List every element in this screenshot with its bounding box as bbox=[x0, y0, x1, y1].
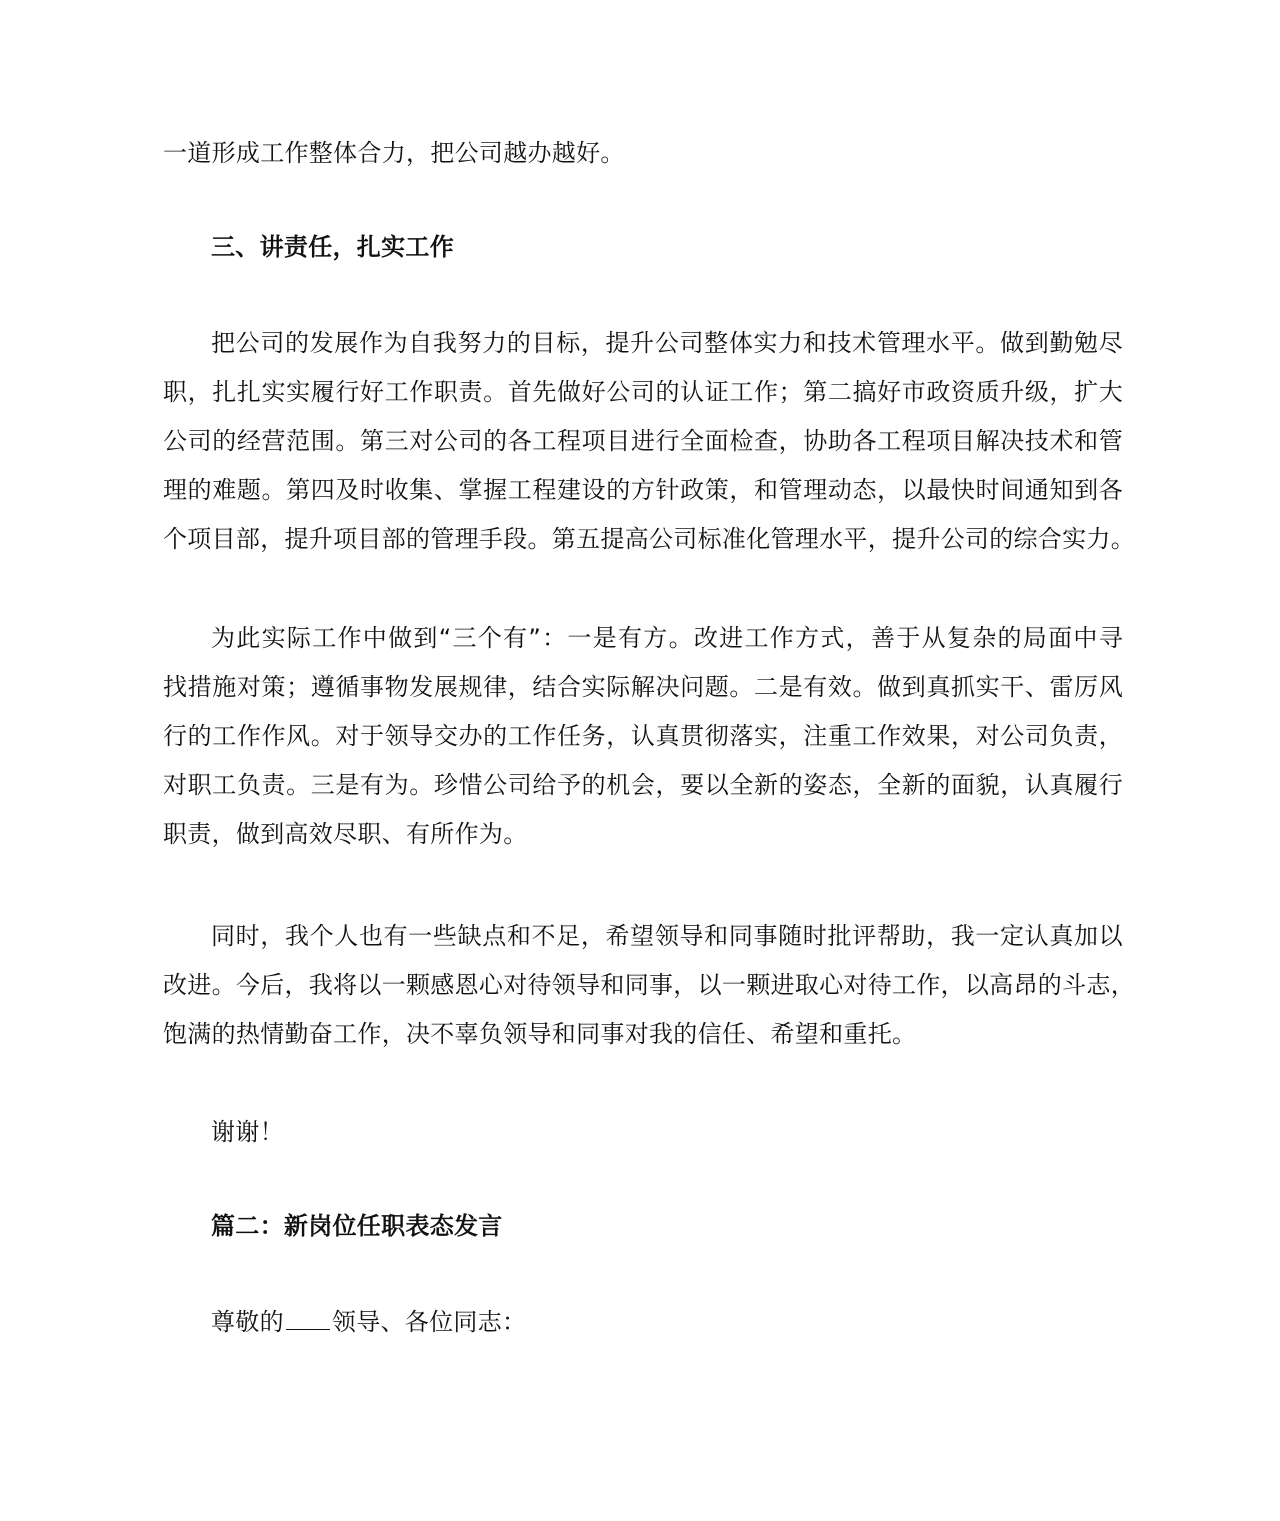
thanks-text: 谢谢！ bbox=[211, 1118, 284, 1146]
text-line: 饱满的热情勤奋工作，决不辜负领导和同事对我的信任、希望和重托。 bbox=[163, 1020, 917, 1048]
text-line: 职责，做到高效尽职、有所作为。 bbox=[163, 820, 528, 848]
text-line: 同时，我个人也有一些缺点和不足，希望领导和同事随时批评帮助，我一定认真加以 bbox=[211, 922, 1123, 950]
salutation-line bbox=[163, 1298, 1123, 1347]
paragraph-shortcomings bbox=[163, 912, 1135, 1059]
paragraph-three-haves bbox=[163, 614, 1123, 859]
section-heading bbox=[163, 223, 1123, 272]
thanks-paragraph bbox=[163, 1108, 1123, 1157]
part2-heading bbox=[163, 1202, 1123, 1251]
heading-text: 三、讲责任，扎实工作 bbox=[211, 233, 454, 261]
text-line: 公司的经营范围。第三对公司的各工程项目进行全面检查，协助各工程项目解决技术和管 bbox=[163, 427, 1123, 455]
text-line: 对职工负责。三是有为。珍惜公司给予的机会，要以全新的姿态，全新的面貌，认真履行 bbox=[163, 771, 1123, 799]
paragraph-responsibility bbox=[163, 319, 1135, 564]
text-line: 一道形成工作整体合力，把公司越办越好。 bbox=[163, 139, 625, 167]
text-line: 个项目部，提升项目部的管理手段。第五提高公司标准化管理水平，提升公司的综合实力。 bbox=[163, 525, 1135, 553]
text-line: 把公司的发展作为自我努力的目标，提升公司整体实力和技术管理水平。做到勤勉尽 bbox=[211, 329, 1123, 357]
fill-in-blank bbox=[286, 1299, 330, 1330]
text-line: 改进。今后，我将以一颗感恩心对待领导和同事，以一颗进取心对待工作，以高昂的斗志， bbox=[163, 971, 1135, 999]
heading-text: 篇二：新岗位任职表态发言 bbox=[211, 1212, 503, 1240]
salutation-suffix: 领导、各位同志： bbox=[331, 1308, 527, 1336]
text-line: 行的工作作风。对于领导交办的工作任务，认真贯彻落实，注重工作效果，对公司负责， bbox=[163, 722, 1123, 750]
text-line: 为此实际工作中做到“三个有”：一是有方。改进工作方式，善于从复杂的局面中寻 bbox=[211, 624, 1123, 652]
text-line: 找措施对策；遵循事物发展规律，结合实际解决问题。二是有效。做到真抓实干、雷厉风 bbox=[163, 673, 1123, 701]
text-line: 理的难题。第四及时收集、掌握工程建设的方针政策，和管理动态，以最快时间通知到各 bbox=[163, 476, 1123, 504]
text-line: 职，扎扎实实履行好工作职责。首先做好公司的认证工作；第二搞好市政资质升级，扩大 bbox=[163, 378, 1123, 406]
salutation bbox=[163, 1298, 1123, 1347]
continuation-paragraph bbox=[163, 129, 1123, 178]
salutation-prefix: 尊敬的 bbox=[211, 1308, 284, 1336]
